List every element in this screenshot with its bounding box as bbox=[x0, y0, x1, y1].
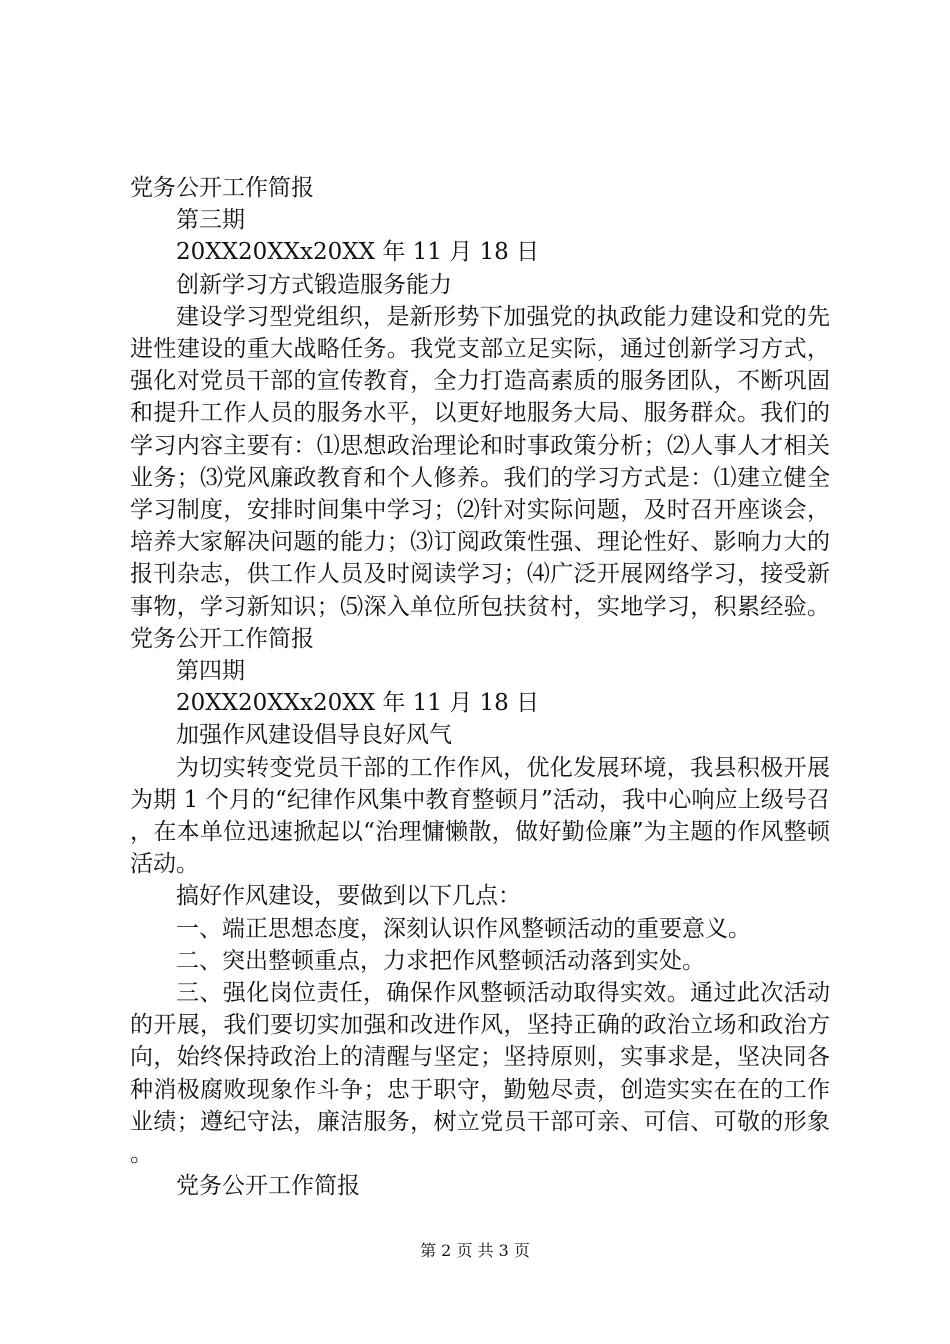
issue-3-body: 建设学习型党组织，是新形势下加强党的执政能力建设和党的先进性建设的重大战略任务。我党支部立足实际，通过创新学习方式，强化对党员干部的宣传教育，全力打造高素质的服务团队，不断巩固和提升工作人员的服务水平，以更好地服务大局、服务群众。我们的学习内容主要有：⑴思想政治理论和时事政策分析；⑵人事人才相关业务；⑶党风廉政教育和个人修养。我们的学习方式是：⑴建立健全学习制度，安排时间集中学习；⑵针对实际问题，及时召开座谈会，培养大家解决问题的能力；⑶订阅政策性强、理论性好、影响力大的报刊杂志，供工作人员及时阅读学习；⑷广泛开展网络学习，接受新事物，学习新知识；⑸深入单位所包扶贫村，实地学习，积累经验。党务公开工作简报 bbox=[130, 303, 830, 652]
heading-line: 党务公开工作简报 bbox=[130, 175, 314, 201]
issue-4-number: 第四期 bbox=[176, 657, 245, 684]
page-number: 第 2 页 共 3 页 bbox=[420, 1241, 530, 1260]
issue-3-title: 创新学习方式锻造服务能力 bbox=[176, 271, 452, 298]
issue-4-paragraph-2: 搞好作风建设，要做到以下几点： bbox=[176, 883, 521, 910]
issue-4-point-3: 三、强化岗位责任，确保作风整顿活动取得实效。通过此次活动的开展，我们要切实加强和改进作风，坚持正确的政治立场和政治方向，始终保持政治上的清醒与坚定；坚持原则，实事求是，坚决同各种消极腐败现象作斗争；忠于职守，勤勉尽责，创造实实在在的工作业绩；遵纪守法，廉洁服务，树立党员干部可亲、可信、可敬的形象。 bbox=[130, 979, 830, 1167]
issue-3-number: 第三期 bbox=[176, 207, 245, 234]
issue-4-paragraph-1: 为切实转变党员干部的工作作风，优化发展环境，我县积极开展为期 1 个月的“纪律作风集中教育整顿月”活动，我中心响应上级号召，在本单位迅速掀起以“治理慵懒散，做好勤俭廉”为主题的作风整顿活动。 bbox=[130, 754, 830, 878]
issue-3-date: 20XX20XXx20XX 年 11 月 18 日 bbox=[176, 239, 540, 266]
issue-4-point-1: 一、端正思想态度，深刻认识作风整顿活动的重要意义。 bbox=[176, 915, 751, 942]
issue-4-date: 20XX20XXx20XX 年 11 月 18 日 bbox=[176, 690, 540, 717]
page-footer bbox=[0, 1240, 950, 1262]
issue-4-point-2: 二、突出整顿重点，力求把作风整顿活动落到实处。 bbox=[176, 947, 705, 974]
document-body bbox=[130, 172, 830, 1202]
issue-4-title: 加强作风建设倡导良好风气 bbox=[176, 722, 452, 749]
closing-line: 党务公开工作简报 bbox=[176, 1173, 360, 1200]
